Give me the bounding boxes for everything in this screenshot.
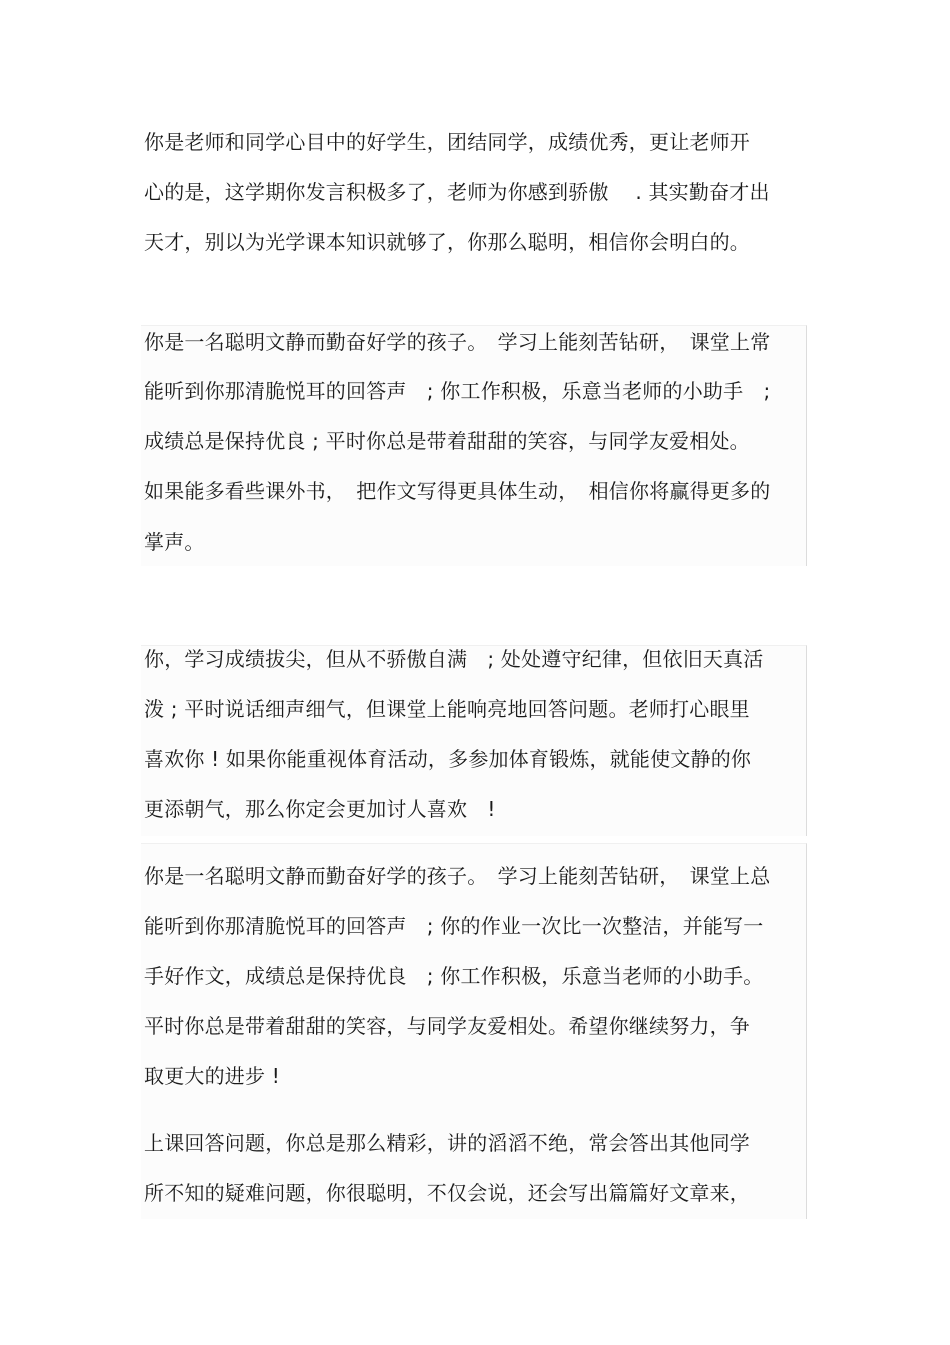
text-line: 平时你总是带着甜甜的笑容，与同学友爱相处。希望你继续努力，争 — [144, 1014, 750, 1038]
text-line: 天才，别以为光学课本知识就够了，你那么聪明，相信你会明白的。 — [144, 230, 750, 254]
text-line: 上课回答问题，你总是那么精彩，讲的滔滔不绝，常会答出其他同学 — [144, 1131, 750, 1155]
text-line: 所不知的疑难问题，你很聪明，不仅会说，还会写出篇篇好文章来， — [144, 1181, 750, 1205]
text-line: 心的是，这学期你发言积极多了，老师为你感到骄傲 . 其实勤奋才出 — [144, 180, 770, 204]
text-line: 成绩总是保持优良 ; 平时你总是带着甜甜的笑容，与同学友爱相处。 — [144, 429, 750, 453]
text-line: 你是一名聪明文静而勤奋好学的孩子。 学习上能刻苦钻研， 课堂上总 — [144, 864, 771, 888]
text-line: 如果能多看些课外书， 把作文写得更具体生动， 相信你将赢得更多的 — [144, 479, 771, 503]
text-line: 取更大的进步 ! — [144, 1064, 280, 1088]
text-line: 你是一名聪明文静而勤奋好学的孩子。 学习上能刻苦钻研， 课堂上常 — [144, 330, 771, 354]
text-line: 泼 ; 平时说话细声细气，但课堂上能响亮地回答问题。老师打心眼里 — [144, 697, 750, 721]
text-line: 你是老师和同学心目中的好学生，团结同学，成绩优秀，更让老师开 — [144, 130, 750, 154]
text-line: 喜欢你 ! 如果你能重视体育活动，多参加体育锻炼，就能使文静的你 — [144, 747, 752, 771]
text-line: 更添朝气，那么你定会更加讨人喜欢 ! — [144, 797, 496, 821]
text-line: 能听到你那清脆悦耳的回答声 ; 你工作积极，乐意当老师的小助手 ; — [144, 379, 771, 403]
text-line: 掌声。 — [144, 530, 205, 554]
text-line: 能听到你那清脆悦耳的回答声 ; 你的作业一次比一次整洁，并能写一 — [144, 914, 764, 938]
text-line: 手好作文，成绩总是保持优良 ; 你工作积极，乐意当老师的小助手。 — [144, 964, 764, 988]
text-line: 你，学习成绩拔尖，但从不骄傲自满 ; 处处遵守纪律，但依旧天真活 — [144, 647, 764, 671]
